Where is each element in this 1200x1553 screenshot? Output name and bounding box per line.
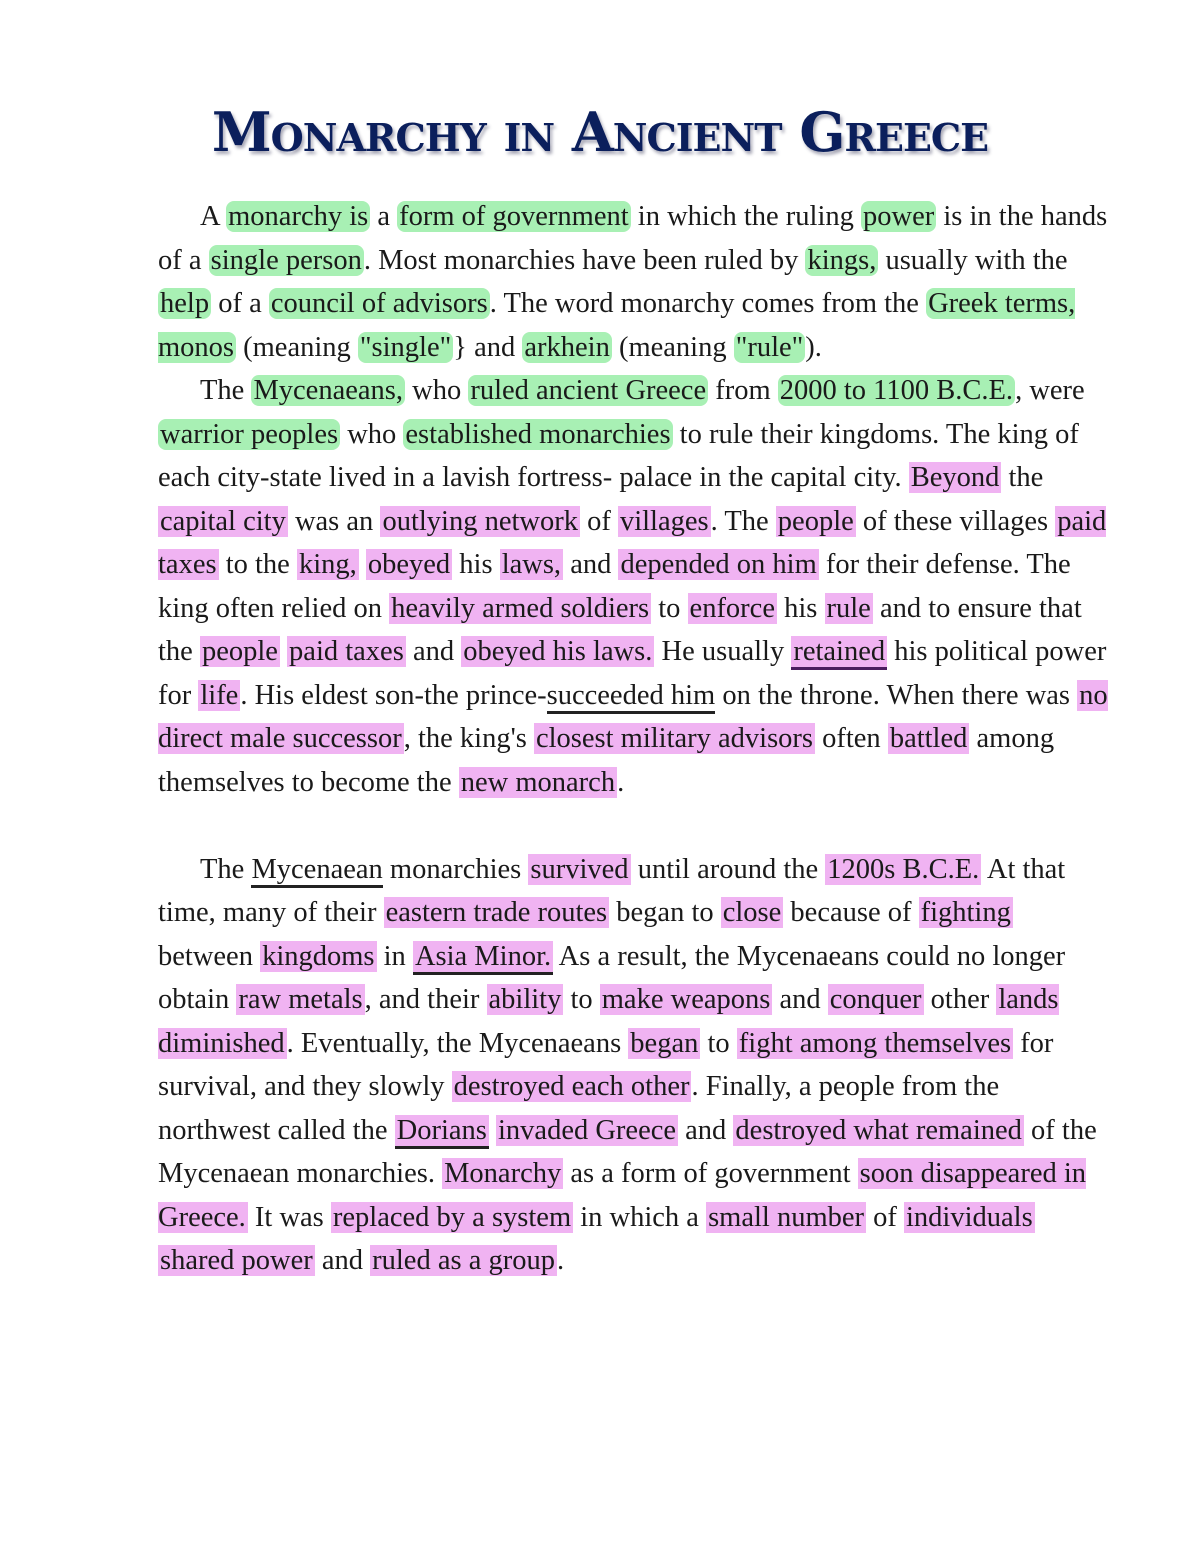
text-run: from [708,375,778,406]
text-run: A [200,201,227,232]
highlight-pink: villages [619,505,709,537]
document-body [158,195,1108,1283]
highlight-pink: depended on him [620,549,817,580]
highlight-green: form of government [399,201,629,232]
text-run: between [158,940,261,972]
highlight-pink: paid taxes [289,636,404,667]
paragraph-decline [158,848,1108,1283]
text-run: He usually [654,636,792,667]
highlight-green: Mycenaeans, [253,375,403,406]
text-run: and [772,984,828,1015]
highlight-green: "single" [359,331,452,363]
text-run: . Eventually, the Mycenaeans [286,1027,629,1059]
highlight-pink-underlined-term: retained [791,636,887,670]
text-run: to the [218,549,297,580]
text-run: . His eldest son-the prince- [240,679,547,711]
text-run: of the Mycenaean monarchies. [158,1114,1097,1189]
text-run: his political power for [158,636,1107,711]
text-run [359,549,366,580]
text-run: . The word monarchy comes from the [489,288,927,319]
highlight-green: arkhein [524,331,610,363]
text-run: usually with the [878,244,1068,276]
highlight-pink: enforce [689,592,775,624]
highlight-pink: ability [488,984,562,1015]
text-run: who [405,375,469,406]
highlight-pink: Monarchy [444,1158,562,1189]
highlight-pink: heavily armed soldiers [391,592,650,624]
text-run: because of [783,897,919,928]
highlight-green: monarchy is [228,201,369,232]
text-run: to [651,592,688,624]
text-run: for their defense. The king often relied on [158,549,1071,624]
highlight-green: established monarchies [405,418,671,450]
highlight-pink: fight among themselves [738,1027,1012,1059]
highlight-green: ruled ancient Greece [470,375,707,406]
highlight-pink: king, [298,549,357,580]
highlight-pink: outlying network [382,505,578,537]
text-run: } and [453,331,523,363]
highlight-pink: shared power [160,1245,313,1276]
highlight-pink: make weapons [601,984,771,1015]
text-run: monarchies [382,853,529,885]
highlight-pink: raw metals [238,984,363,1015]
text-run: and [314,1245,371,1276]
highlight-green: kings, [807,244,877,276]
highlight-pink: people [201,636,278,667]
text-run: to [563,984,600,1015]
highlight-pink: soon disappeared in Greece. [158,1158,1087,1233]
highlight-pink: no direct male successor [158,679,1108,754]
text-run: , the king's [403,723,534,754]
text-run: other [923,984,997,1015]
text-run: the [1001,462,1044,493]
highlight-pink: capital city [160,505,286,537]
text-run: . The [710,505,776,537]
highlight-pink: lands diminished [158,984,1059,1059]
highlight-pink: paid taxes [158,505,1107,580]
text-run: (meaning [611,331,734,363]
text-run: . Most monarchies have been ruled by [363,244,806,276]
text-run: . [617,766,625,798]
highlight-pink: laws, [501,549,562,580]
text-run: to [700,1027,737,1059]
text-run: on the throne. When there was [715,679,1078,711]
text-run: among themselves to become the [158,723,1055,798]
text-run [489,1115,496,1146]
text-run: often [815,723,888,754]
highlight-pink: small number [708,1201,865,1233]
text-run: who [340,418,404,450]
highlight-pink: began [630,1027,699,1059]
highlight-green: single person [210,244,362,276]
highlight-pink: replaced by a system [332,1201,572,1233]
text-run: As a result, the Mycenaeans could no longer obtain [158,940,1066,1015]
highlight-pink: fighting [920,897,1011,928]
paragraph-definition [158,195,1108,369]
highlight-green: 2000 to 1100 B.C.E. [779,375,1014,406]
text-run: in [376,940,413,972]
highlight-pink: invaded Greece [498,1114,677,1146]
text-run: in which a [573,1201,707,1233]
text-run: of [579,505,618,537]
text-run: until around the [630,853,826,885]
text-run: of these villages [855,505,1056,537]
highlight-pink: obeyed [367,549,451,580]
text-run: At that time, many of their [158,853,1066,928]
highlight-green: council of advisors [270,288,488,319]
highlight-pink: individuals [906,1201,1033,1233]
text-run: It was [247,1201,331,1233]
underlined-term: succeeded him [547,680,716,714]
text-run: ). [805,331,822,363]
highlight-pink: rule [826,592,871,624]
underlined-term: Mycenaean [251,854,382,888]
highlight-pink: eastern trade routes [385,897,608,928]
text-run: of a [211,288,269,319]
text-run: . [556,1245,565,1276]
text-run: was an [287,505,381,537]
highlight-pink: people [777,505,854,537]
text-run: in which the ruling [630,201,862,232]
text-run: and [405,636,462,667]
highlight-pink: survived [530,853,629,885]
highlight-pink: new monarch [460,766,616,798]
paragraph-mycenaean-rule [158,369,1108,804]
text-run: The [200,853,252,885]
highlight-pink: closest military advisors [535,723,813,754]
highlight-pink: ruled as a group [372,1245,555,1276]
text-run: began to [609,897,721,928]
text-run: and to ensure that the [158,592,1082,667]
highlight-pink: destroyed each other [453,1071,690,1102]
highlight-pink: battled [889,723,968,754]
text-run [280,636,287,667]
highlight-pink: 1200s B.C.E. [827,853,980,885]
text-run: and [678,1114,734,1146]
highlight-pink: destroyed what remained [735,1114,1022,1146]
text-run: and [563,549,619,580]
highlight-pink: kingdoms [262,940,375,972]
highlight-green: warrior peoples [160,418,339,450]
text-run: The [200,375,252,406]
text-run: of [866,1201,905,1233]
text-run: , were [1015,375,1085,406]
highlight-green: "rule" [735,331,804,363]
text-run: a [370,201,398,232]
paragraph-spacer [158,804,1108,848]
highlight-pink: life [200,679,239,711]
text-run: as a form of government [563,1158,858,1189]
highlight-green: Greek terms, monos [158,288,1076,363]
highlight-pink: Beyond [910,462,1000,493]
highlight-pink-underlined-term: Asia Minor. [413,941,553,975]
text-run: . Finally, a people from the northwest called the [158,1071,1000,1146]
highlight-pink: conquer [829,984,922,1015]
highlight-green: help [160,288,210,319]
text-run: for survival, and they slowly [158,1027,1054,1102]
text-run: to rule their kingdoms. The king of each city-state lived in a lavish fortress- palace in the capital city. [158,418,1079,493]
text-run: , and their [364,984,487,1015]
text-run: his [452,549,500,580]
text-run: his [776,592,825,624]
highlight-pink: close [722,897,782,928]
page-title: Monarchy in Ancient Greece [211,100,989,164]
highlight-pink: obeyed his laws. [463,636,653,667]
text-run: (meaning [236,331,358,363]
highlight-pink-underlined-term: Dorians [395,1115,489,1149]
highlight-green: power [863,201,935,232]
text-run: is in the hands of a [158,201,1108,276]
